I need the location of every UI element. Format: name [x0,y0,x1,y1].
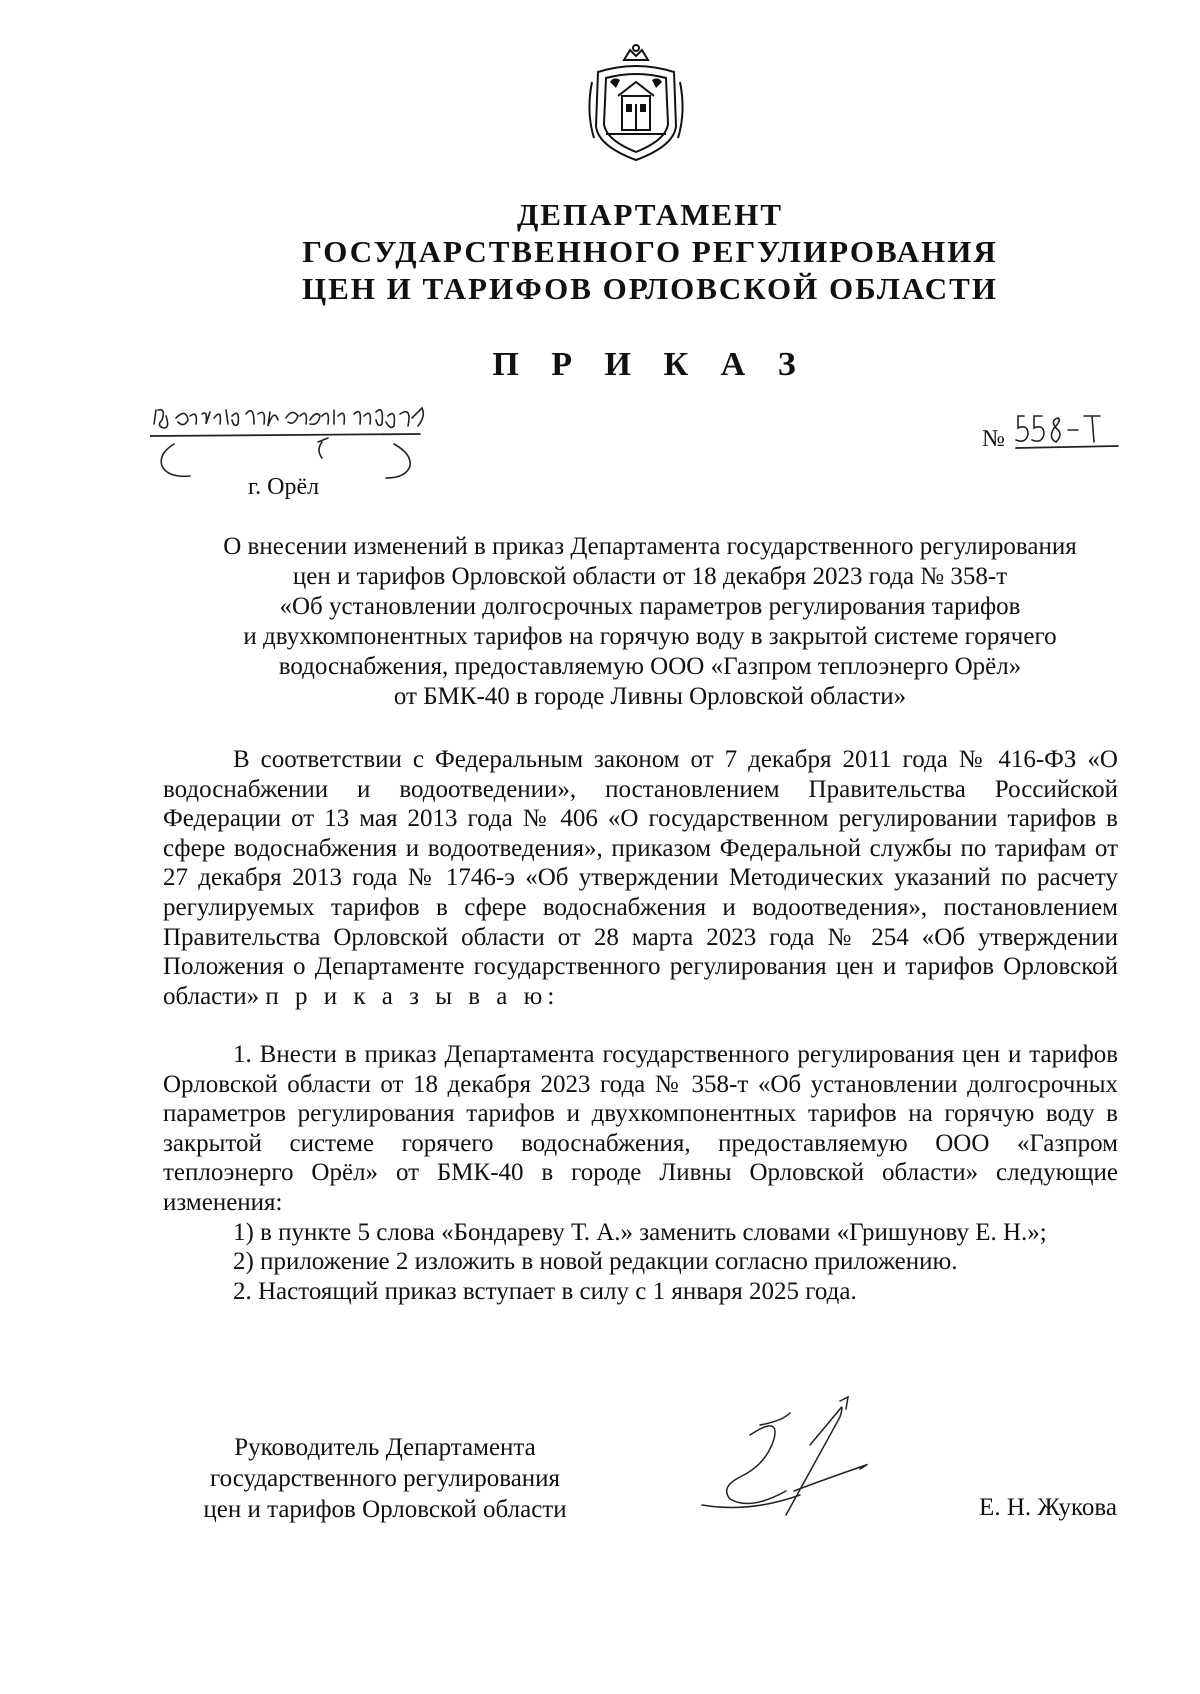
subject-line: и двухкомпонентных тарифов на горячую воду в закрытой системе горячего [243,623,1057,650]
clause-1-sub-1: 1) в пункте 5 слова «Бондареву Т. А.» заменить словами «Гришунову Е. Н.»; [233,1218,1047,1246]
preamble [163,745,1118,1011]
department-line: ДЕПАРТАМЕНТ [516,197,784,232]
clause-2: 2. Настоящий приказ вступает в силу с 1 января 2025 года. [233,1277,857,1305]
city: г. Орёл [248,474,320,500]
position-line: цен и тарифов Орловской области [203,1496,567,1523]
clause-1-sub-2: 2) приложение 2 изложить в новой редакции согласно приложению. [233,1248,958,1276]
department-line: ГОСУДАРСТВЕННОГО РЕГУЛИРОВАНИЯ [302,234,998,269]
number-prefix: № [982,426,1005,452]
handwritten-number [1014,408,1124,458]
subject-line: от БМК-40 в городе Ливны Орловской области» [393,683,907,710]
clause-1: 1. Внести в приказ Департамента государственного регулирования цен и тарифов Орловской области от 18 декабря 2023 года № 358-т «Об установлении долгосрочных параметров регулирования тарифов и двухкомпонентных тарифов на горячую воду в закрытой системе горячего водоснабжения, предоставляемую ООО «Газпром теплоэнерго Орёл» от БМК-40 в городе Ливны Орловской области» следующие изменения: [163,1041,1118,1216]
clauses [163,1040,1118,1306]
subject-line: водоснабжения, предоставляемую ООО «Газпром теплоэнерго Орёл» [278,653,1022,680]
preamble-paragraph [163,745,1118,1011]
department-line: ЦЕН И ТАРИФОВ ОРЛОВСКОЙ ОБЛАСТИ [302,271,998,306]
signatory-name: Е. Н. Жукова [979,1494,1117,1521]
handwritten-date [150,402,432,482]
subject-line: «Об установлении долгосрочных параметров регулирования тарифов [279,593,1021,620]
signatory-position [170,1432,600,1525]
order-subject [160,532,1140,712]
coat-of-arms-icon [584,42,688,164]
order-word: п р и к а з ы в а ю: [265,982,560,1010]
position-line: Руководитель Департамента [234,1434,536,1461]
document-type-title: П Р И К А З [492,346,808,383]
position-line: государственного регулирования [209,1465,561,1492]
number-text [155,408,158,409]
department-name [150,196,1150,307]
subject-line: цен и тарифов Орловской области от 18 декабря 2023 года № 358-т [292,563,1008,590]
preamble-text: В соответствии с Федеральным законом от 7 декабря 2011 года № 416-ФЗ «О водоснабжении и водоотведении», постановлением Правительства Российской Федерации от 13 мая 2013 года № 406 «О государственном регулировании тарифов в сфере водоснабжения и водоотведения», приказом Федеральной службы по тарифам от 27 декабря 2013 года № 1746-э «Об утверждении Методических указаний по расчету регулируемых тарифов в сфере водоснабжения и водоотведения», постановлением Правительства Орловской области от 28 марта 2023 года № 254 «Об утверждении Положения о Департаменте государственного регулирования цен и тарифов Орловской области» [163,746,1118,1010]
subject-line: О внесении изменений в приказ Департамента государственного регулирования [223,533,1077,560]
handwritten-signature [690,1395,890,1535]
